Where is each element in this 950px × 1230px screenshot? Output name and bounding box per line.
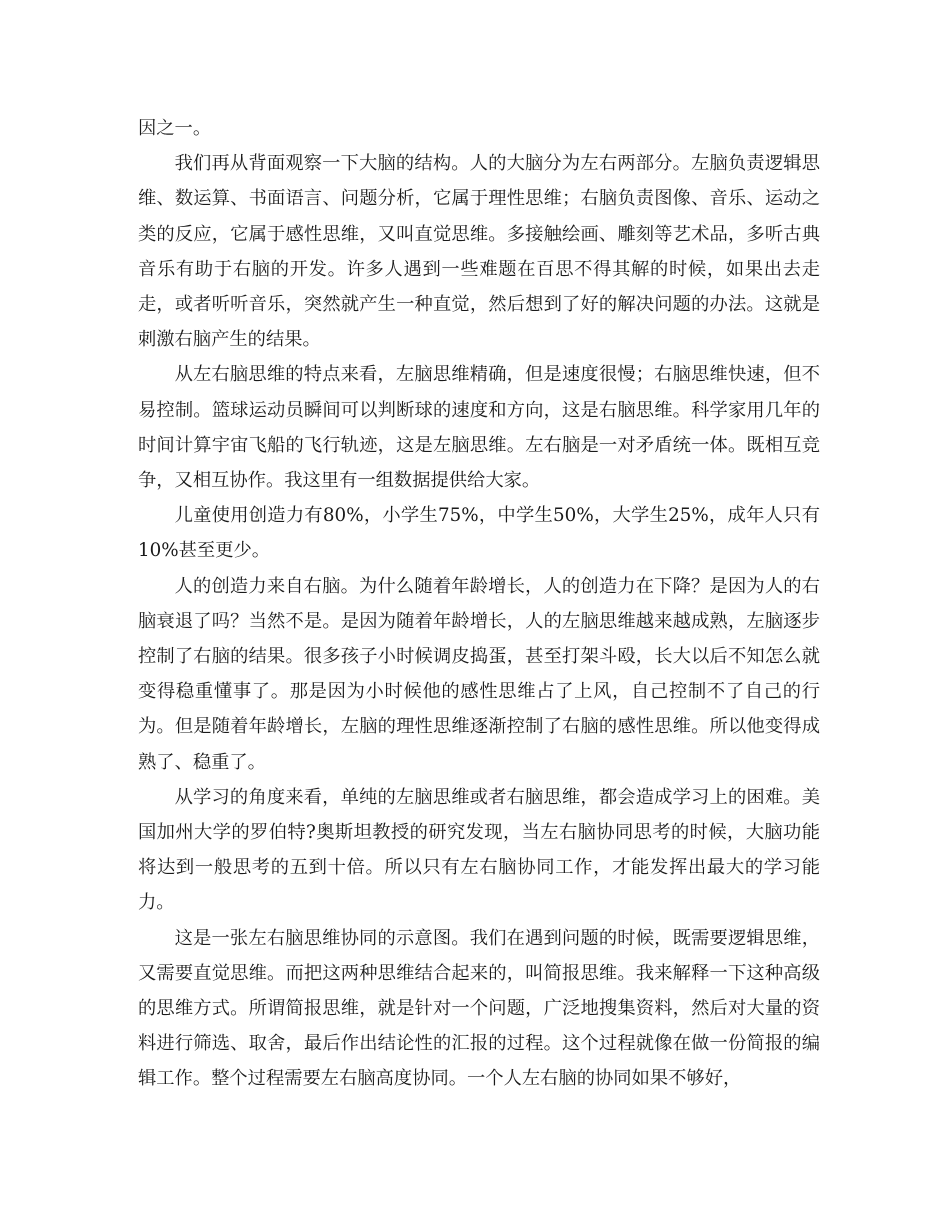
paragraph-brief-thinking: 这是一张左右脑思维协同的示意图。我们在遇到问题的时候，既需要逻辑思维，又需要直觉思维。而把这两种思维结合起来的，叫简报思维。我来解释一下这种高级的思维方式。所谓简报思维，就是针对一个问题，广泛地搜集资料，然后对大量的资料进行筛选、取舍，最后作出结论性的汇报的过程。这个过程就像在做一份简报的编辑工作。整个过程需要左右脑高度协同。一个人左右脑的协同如果不够好， — [138, 927, 820, 1090]
paragraph-learning-angle: 从学习的角度来看，单纯的左脑思维或者右脑思维，都会造成学习上的困难。美国加州大学的罗伯特?奥斯坦教授的研究发现，当左右脑协同思考的时候，大脑功能将达到一般思考的五到十倍。所以只有左右脑协同工作，才能发挥出最大的学习能力。 — [138, 786, 820, 914]
document-page — [138, 111, 820, 1097]
paragraph-creativity-source: 人的创造力来自右脑。为什么随着年龄增长，人的创造力在下降？是因为人的右脑衰退了吗？当然不是。是因为随着年龄增长，人的左脑思维越来越成熟，左脑逐步控制了右脑的结果。很多孩子小时候调皮捣蛋，甚至打架斗殴，长大以后不知怎么就变得稳重懂事了。那是因为小时候他的感性思维占了上风，自己控制不了自己的行为。但是随着年龄增长，左脑的理性思维逐渐控制了右脑的感性思维。所以他变得成熟了、稳重了。 — [138, 575, 820, 773]
paragraph-continuation: 因之一。 — [138, 118, 212, 139]
paragraph-creativity-data: 儿童使用创造力有80%，小学生75%，中学生50%，大学生25%，成年人只有10%甚至更少。 — [138, 505, 820, 562]
paragraph-brain-structure: 我们再从背面观察一下大脑的结构。人的大脑分为左右两部分。左脑负责逻辑思维、数运算、书面语言、问题分析，它属于理性思维；右脑负责图像、音乐、运动之类的反应，它属于感性思维，又叫直觉思维。多接触绘画、雕刻等艺术品，多听古典音乐有助于右脑的开发。许多人遇到一些难题在百思不得其解的时候，如果出去走走，或者听听音乐，突然就产生一种直觉，然后想到了好的解决问题的办法。这就是刺激右脑产生的结果。 — [138, 153, 820, 351]
paragraph-brain-characteristics: 从左右脑思维的特点来看，左脑思维精确，但是速度很慢；右脑思维快速，但不易控制。篮球运动员瞬间可以判断球的速度和方向，这是右脑思维。科学家用几年的时间计算宇宙飞船的飞行轨迹，这是左脑思维。左右脑是一对矛盾统一体。既相互竞争，又相互协作。我这里有一组数据提供给大家。 — [138, 364, 820, 492]
